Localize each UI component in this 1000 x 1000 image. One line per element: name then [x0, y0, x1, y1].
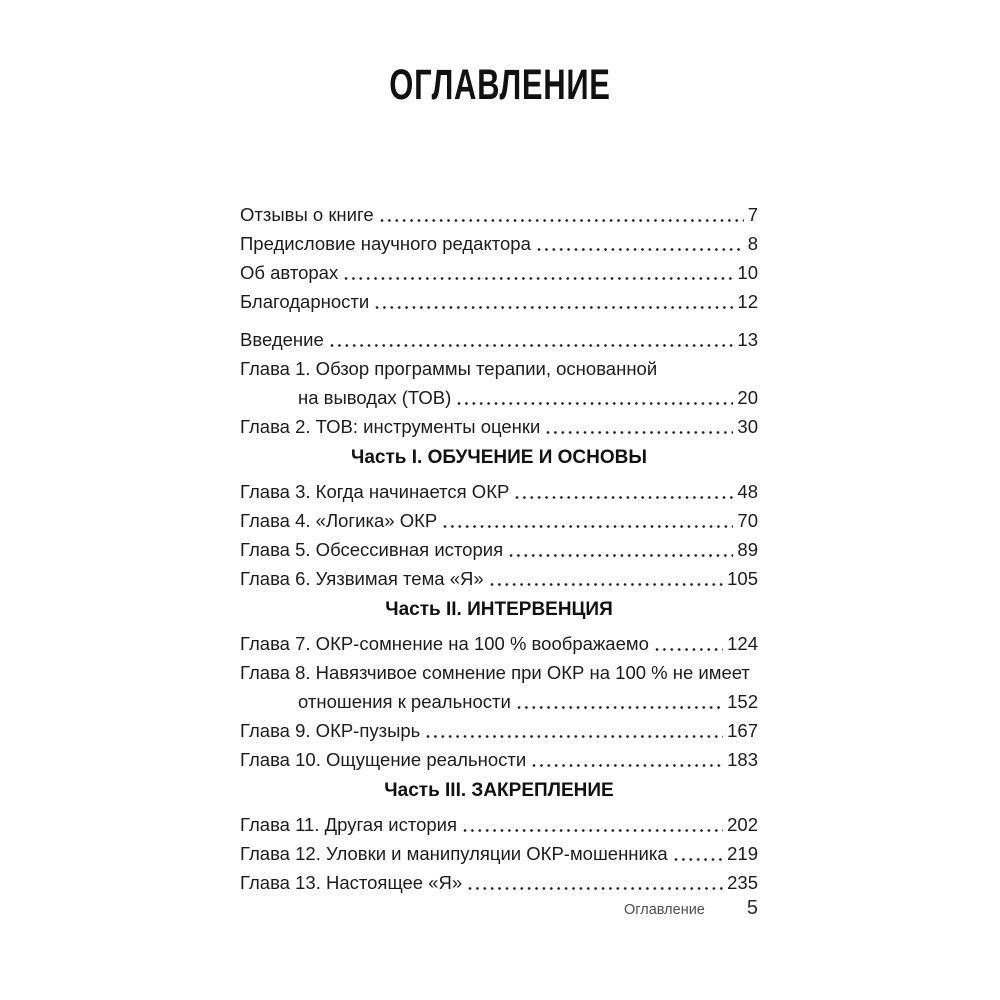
toc-entry-label: на выводах (ТОВ)	[298, 387, 452, 408]
toc-part-heading: Часть I. ОБУЧЕНИЕ И ОСНОВЫ	[351, 447, 647, 468]
toc-entry-row	[240, 412, 758, 441]
toc-entry-label: Глава 10. Ощущение реальности	[240, 749, 527, 770]
toc-entry-row	[240, 564, 758, 593]
toc-entry-label: Глава 6. Уязвимая тема «Я»	[240, 568, 484, 589]
dot-leader	[509, 535, 733, 564]
toc-entry-page: 48	[737, 481, 758, 502]
toc-entry-page: 202	[727, 814, 758, 835]
dot-leader	[515, 477, 733, 506]
toc-entry-page: 10	[737, 262, 758, 283]
page-footer	[624, 897, 758, 920]
dot-leader	[490, 564, 723, 593]
toc-entry-page: 124	[727, 633, 758, 654]
toc-entry	[240, 716, 758, 745]
toc-entry-page: 152	[727, 691, 758, 712]
toc-entry-page: 70	[737, 510, 758, 531]
toc-entry	[240, 868, 758, 897]
footer-section-label: Оглавление	[624, 902, 705, 918]
toc-entry	[240, 839, 758, 868]
toc-entry	[240, 287, 758, 316]
toc-entry-row	[240, 200, 758, 229]
toc-entry-page: 235	[727, 872, 758, 893]
toc-entry	[240, 658, 758, 716]
toc-entry-row	[240, 839, 758, 868]
toc-entry-page: 30	[737, 416, 758, 437]
dot-leader	[537, 229, 744, 258]
toc-entry-label: отношения к реальности	[298, 691, 511, 712]
toc-entry-page: 167	[727, 720, 758, 741]
toc-entry-row	[240, 745, 758, 774]
toc-entry-page: 20	[737, 387, 758, 408]
toc-entry-label: Предисловие научного редактора	[240, 233, 531, 254]
toc-entry-label: Глава 7. ОКР-сомнение на 100 % воображаемо	[240, 633, 649, 654]
toc-entry	[240, 629, 758, 658]
dot-leader	[546, 412, 733, 441]
toc-group	[240, 325, 758, 441]
toc-entry-row	[240, 810, 758, 839]
dot-leader	[344, 258, 733, 287]
toc-entry-label: Глава 9. ОКР-пузырь	[240, 720, 421, 741]
toc-entry-page: 7	[747, 204, 758, 225]
toc-entry-page: 12	[737, 291, 758, 312]
toc-entry	[240, 258, 758, 287]
toc-entry-row	[240, 325, 758, 354]
dot-leader	[655, 629, 723, 658]
toc-entry-page: 183	[727, 749, 758, 770]
toc-entry-page: 219	[727, 843, 758, 864]
toc-entry-label: Об авторах	[240, 262, 339, 283]
toc-entry-label: Глава 8. Навязчивое сомнение при ОКР на 100 % не имеет	[240, 662, 750, 683]
toc-entry-row	[240, 629, 758, 658]
footer-page-number: 5	[746, 897, 758, 919]
dot-leader	[375, 287, 733, 316]
page-title: ОГЛАВЛЕНИЕ	[389, 61, 611, 109]
toc-entry	[240, 354, 758, 412]
toc-entry-row	[240, 229, 758, 258]
toc-entry-label: Введение	[240, 329, 324, 350]
toc-entry-row	[240, 687, 758, 716]
toc-entry-label: Глава 12. Уловки и манипуляции ОКР-мошенника	[240, 843, 668, 864]
toc-entry-row	[240, 287, 758, 316]
dot-leader	[330, 325, 734, 354]
toc-part-heading: Часть III. ЗАКРЕПЛЕНИЕ	[384, 780, 614, 801]
toc-entry-row	[240, 258, 758, 287]
dot-leader	[517, 687, 723, 716]
toc-entry-page: 89	[737, 539, 758, 560]
toc-entry-label: Глава 4. «Логика» ОКР	[240, 510, 438, 531]
toc-entry	[240, 325, 758, 354]
toc-list	[240, 200, 758, 897]
toc-entry-label: Отзывы о книге	[240, 204, 374, 225]
toc-entry-row	[240, 506, 758, 535]
dot-leader	[532, 745, 723, 774]
toc-entry	[240, 810, 758, 839]
toc-entry	[240, 564, 758, 593]
toc-entry-page: 8	[747, 233, 758, 254]
dot-leader	[468, 868, 723, 897]
toc-entry-label: Глава 5. Обсессивная история	[240, 539, 504, 560]
toc-entry	[240, 535, 758, 564]
toc-entry-label: Глава 3. Когда начинается ОКР	[240, 481, 510, 502]
toc-entry	[240, 412, 758, 441]
dot-leader	[443, 506, 733, 535]
toc-entry-row	[240, 535, 758, 564]
toc-entry	[240, 745, 758, 774]
toc-group	[240, 443, 758, 593]
toc-entry-row	[240, 477, 758, 506]
toc-entry-label: Глава 13. Настоящее «Я»	[240, 872, 463, 893]
toc-entry-wrap-line	[240, 658, 758, 687]
toc-entry	[240, 200, 758, 229]
toc-entry-label: Глава 2. ТОВ: инструменты оценки	[240, 416, 541, 437]
dot-leader	[426, 716, 723, 745]
toc-entry-label: Благодарности	[240, 291, 370, 312]
toc-entry	[240, 477, 758, 506]
dot-leader	[674, 839, 723, 868]
toc-entry-row	[240, 868, 758, 897]
toc-group	[240, 595, 758, 774]
toc-entry-page: 13	[737, 329, 758, 350]
toc-group	[240, 776, 758, 897]
toc-entry	[240, 229, 758, 258]
dot-leader	[463, 810, 723, 839]
dot-leader	[380, 200, 744, 229]
toc-entry-label: Глава 1. Обзор программы терапии, основанной	[240, 358, 658, 379]
toc-entry-wrap-line	[240, 354, 758, 383]
toc-entry-label: Глава 11. Другая история	[240, 814, 458, 835]
toc-entry	[240, 506, 758, 535]
toc-entry-row	[240, 716, 758, 745]
toc-entry-row	[240, 383, 758, 412]
toc-group	[240, 200, 758, 316]
toc-part-heading: Часть II. ИНТЕРВЕНЦИЯ	[385, 599, 613, 620]
toc-entry-page: 105	[727, 568, 758, 589]
dot-leader	[457, 383, 733, 412]
